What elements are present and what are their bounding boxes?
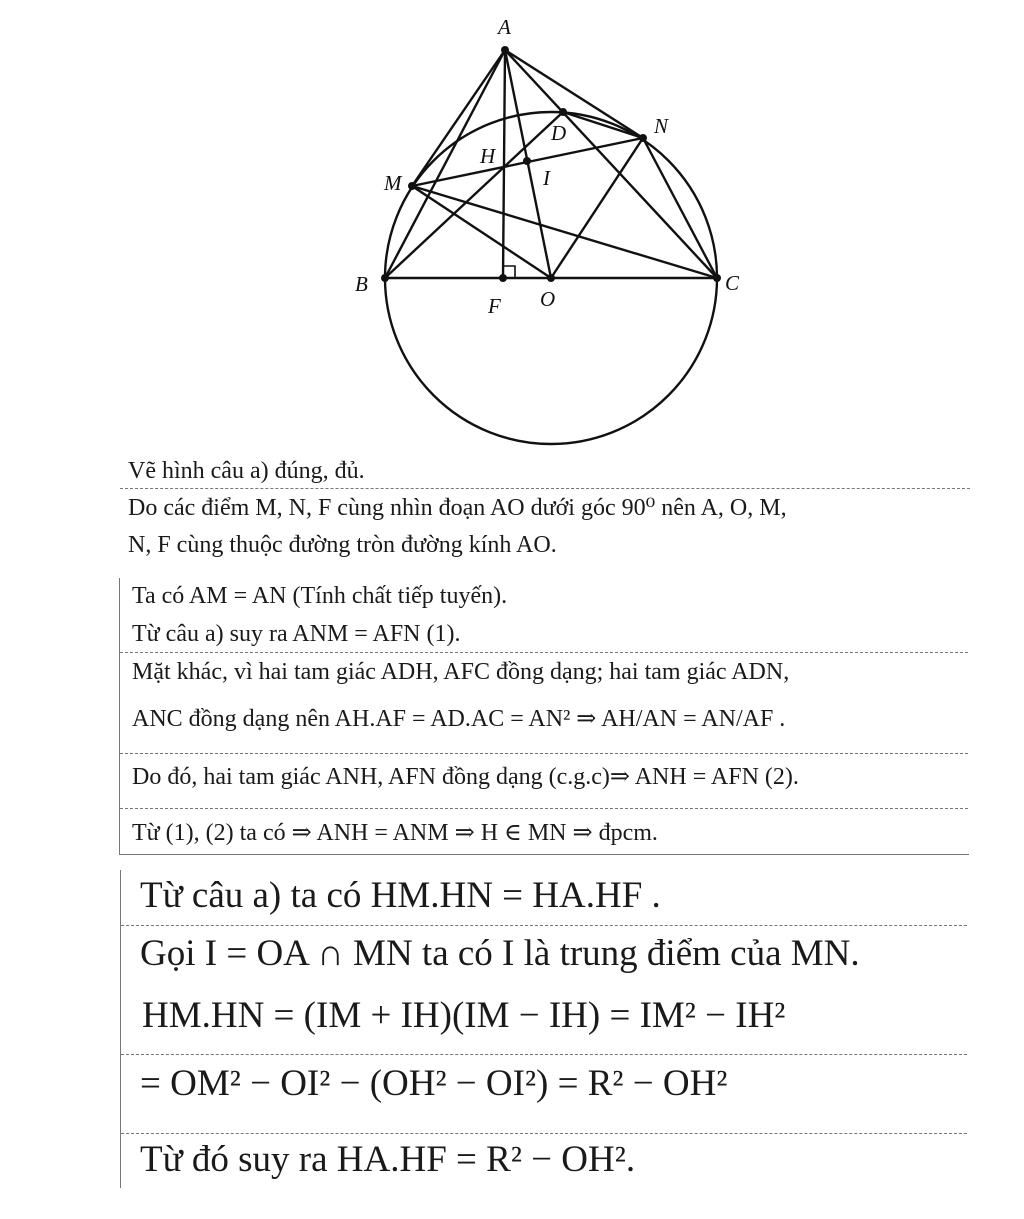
label-c: C [725, 271, 740, 295]
label-d: D [551, 121, 567, 145]
row-final: Từ đó suy ra HA.HF = R² − OH². [140, 1139, 636, 1180]
row-conclusion: Từ (1), (2) ta có ⇒ ANH = ANM ⇒ H ∈ MN ⇒ đpcm. [132, 820, 658, 846]
segment-nc [643, 138, 717, 278]
table-border-bottom [119, 854, 969, 855]
row-similar-1: Mặt khác, vì hai tam giác ADH, AFC đồng dạng; hai tam giác ADN, [132, 659, 790, 685]
row-similar-sas: Do đó, hai tam giác ANH, AFN đồng dạng (c.g.c)⇒ ANH = AFN (2). [132, 764, 799, 790]
row-expand-1: HM.HN = (IM + IH)(IM − IH) = IM² − IH² [142, 995, 786, 1036]
row-expand-2: = OM² − OI² − (OH² − OI²) = R² − OH² [140, 1063, 728, 1104]
row-angle-1: Từ câu a) suy ra ANM = AFN (1). [132, 621, 461, 647]
table-border-left [120, 870, 121, 1188]
label-f: F [488, 294, 501, 318]
divider [121, 1133, 967, 1134]
label-m: M [384, 171, 402, 195]
table-border-left [119, 578, 120, 854]
divider [120, 488, 970, 489]
segment-bd [385, 112, 563, 278]
label-a: A [498, 15, 511, 39]
label-n: N [654, 114, 669, 138]
geometry-figure [0, 0, 1024, 460]
row-midpoint: Gọi I = OA ∩ MN ta có I là trung điểm của MN. [140, 933, 860, 974]
row-concyclic-2: N, F cùng thuộc đường tròn đường kính AO. [128, 532, 557, 558]
segment-af [503, 50, 505, 278]
row-am-an: Ta có AM = AN (Tính chất tiếp tuyến). [132, 583, 508, 609]
divider [120, 753, 968, 754]
label-b: B [355, 272, 368, 296]
segment-ac [505, 50, 717, 278]
segment-mc [412, 186, 717, 278]
divider [121, 925, 967, 926]
divider [120, 652, 968, 653]
row-concyclic-1: Do các điểm M, N, F cùng nhìn đoạn AO dưới góc 90⁰ nên A, O, M, [128, 495, 787, 521]
segment-no [551, 138, 643, 278]
row-similar-2: ANC đồng dạng nên AH.AF = AD.AC = AN² ⇒ AH/AN = AN/AF . [132, 706, 786, 732]
label-o: O [540, 287, 556, 311]
label-h: H [480, 144, 496, 168]
divider [121, 1054, 967, 1055]
label-i: I [543, 166, 550, 190]
row-hm-hn: Từ câu a) ta có HM.HN = HA.HF . [140, 875, 661, 916]
divider [120, 808, 968, 809]
row-drawing: Vẽ hình câu a) đúng, đủ. [128, 458, 365, 484]
